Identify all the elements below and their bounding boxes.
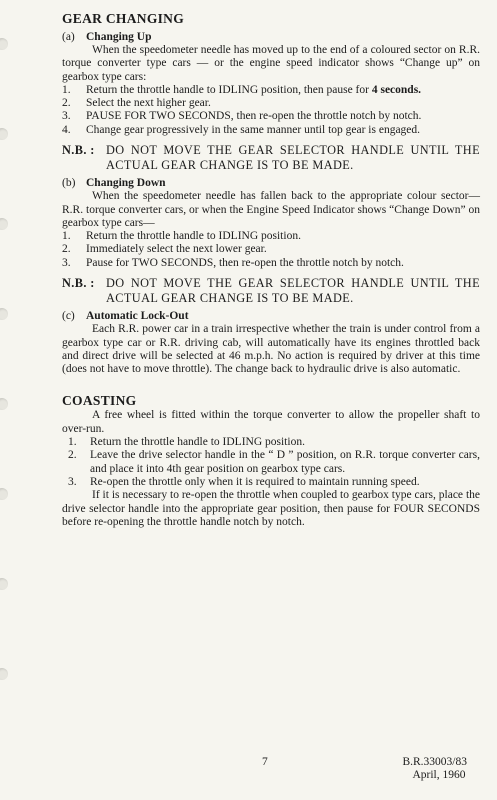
page-title: GEAR CHANGING [62,11,185,26]
binder-hole [0,308,8,320]
section-a-intro: When the speedometer needle has moved up to the end of a coloured sector on R.R. torque converter type cars — or the engine speed indicator shows “Change up” on gearbox type cars: [62,44,480,83]
coasting-closing: If it is necessary to re-open the throttle when coupled to gearbox type cars, place the drive selector handle into the appropriate gear position, then pause for FOUR SECONDS before re-opening the throttle handle notch by notch. [62,489,480,528]
issue-date: April, 1960 [412,769,466,781]
section-b-title: Changing Down [86,177,166,190]
list-item: 2. Leave the drive selector handle in the “ D ” position, on R.R. torque converter cars, and place it into 4th gear position on gearbox type cars. [68,449,480,475]
binder-hole [0,38,8,50]
section-b-heading [62,176,480,190]
section-c-title: Automatic Lock-Out [86,310,189,323]
section-a-note [62,143,480,172]
document-reference [402,756,467,782]
section-a-steps [62,84,480,137]
list-item: 1. Return the throttle handle to IDLING position, then pause for 4 seconds. [62,83,422,96]
note-text: DO NOT MOVE THE GEAR SELECTOR HANDLE UNTIL THE ACTUAL GEAR CHANGE IS TO BE MADE. [106,276,480,305]
list-item: 3. PAUSE FOR TWO SECONDS, then re-open the throttle notch by notch. [62,110,422,123]
list-item: 1. Return the throttle handle to IDLING position. [68,436,305,449]
note-label: N.B. : [62,143,95,158]
reference-number: B.R.33003/83 [402,756,467,768]
note-label: N.B. : [62,276,95,291]
list-item: 2. Immediately select the next lower gear. [62,243,267,256]
binder-hole [0,218,8,230]
note-text: DO NOT MOVE THE GEAR SELECTOR HANDLE UNTIL THE ACTUAL GEAR CHANGE IS TO BE MADE. [106,143,480,172]
list-item: 4. Change gear progressively in the same manner until top gear is engaged. [62,123,421,136]
list-item: 2. Select the next higher gear. [62,97,211,110]
section-c-label: (c) [62,310,75,323]
list-item: 1. Return the throttle handle to IDLING position. [62,230,301,243]
binder-hole [0,398,8,410]
page-content [62,10,480,529]
section-b-label: (b) [62,177,76,190]
section-b-steps [62,230,480,270]
section-a-heading [62,30,480,44]
section-a-label: (a) [62,31,75,43]
section-a-title: Changing Up [86,31,152,43]
coasting-steps [62,436,480,489]
list-item: 3. Pause for TWO SECONDS, then re-open the throttle notch by notch. [62,256,404,269]
section-b-note [62,276,480,305]
list-item: 3. Re-open the throttle only when it is required to maintain running speed. [68,475,420,488]
page-number: 7 [262,756,268,768]
section-c-text: Each R.R. power car in a train irrespective whether the train is under control from a gearbox type car or R.R. driving cab, will automatically have its engines throttled back and direct drive will be selected at 46 m.p.h. No action is required by driver at this time (does not have to move throttle). The change back to hydraulic drive is also automatic. [62,323,480,376]
binder-hole [0,578,8,590]
binder-hole [0,488,8,500]
section-b-intro: When the speedometer needle has fallen back to the appropriate colour sector—R.R. torque converter cars, or when the Engine Speed Indicator shows “Change Down” on gearbox type cars— [62,190,480,229]
section-c-heading [62,309,480,323]
binder-hole [0,668,8,680]
binder-hole [0,128,8,140]
coasting-title: COASTING [62,393,137,409]
coasting-intro: A free wheel is fitted within the torque converter to allow the propeller shaft to over-run. [62,409,480,435]
